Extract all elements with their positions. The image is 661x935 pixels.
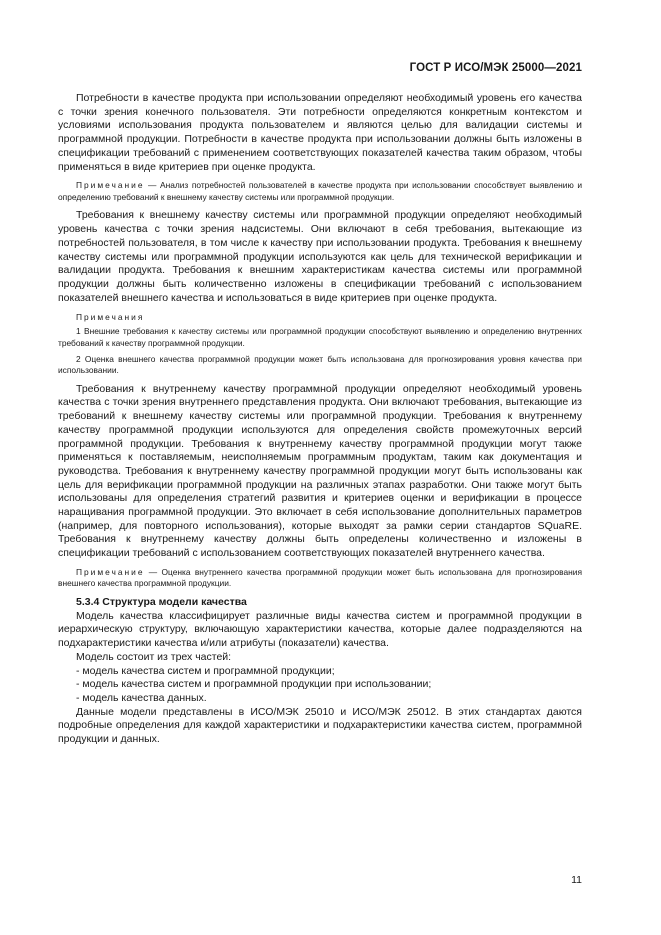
note-item-2: 2 Оценка внешнего качества программной продукции может быть использована для прогнозирования уровня качества при использовании.	[58, 353, 582, 376]
paragraph-product-quality-in-use: Потребности в качестве продукта при использовании определяют необходимый уровень его качества с точки зрения конечного пользователя. Эти потребности определяются конкретным контекстом и условиями использования продукта пользователем и являются целью для валидации системы и программной продукции. Потребности в качестве продукта при использовании должны быть изложены в спецификации требований с применением соответствующих показателей качества таким образом, чтобы применяться в виде критериев при оценке продукта.	[58, 92, 582, 173]
notes-label: Примечания	[76, 312, 145, 323]
section-title: 5.3.4 Структура модели качества	[76, 596, 247, 609]
paragraph-internal-quality: Требования к внутреннему качеству программной продукции определяют необходимый уровень качества с точки зрения внутреннего представления продукта. Они включают требования, вытекающие из требований к внешнему качеству системы или программной продукции. Требования к внутреннему качеству программной продукции используются для определения свойств промежуточных версий программной продукции. Требования к внутреннему качеству программной продукции могут также применяться к поставляемым, неисполняемым программным продуктам, таким как документация и руководства. Требования к внутреннему качеству программной продукции могут быть использованы как цель для верификации программной продукции на различных этапах разработки. Они также могут быть использованы для определения стратегий развития и критериев оценки и верификации в процессе наращивания программной продукции. Это включает в себя использование дополнительных параметров (например, для повторного использования), которые выходят за рамки серии стандартов SQuaRE. Требования к внутреннему качеству должны быть определены количественно и изложены в спецификации требований с использованием соответствующих показателей внутреннего качества.	[58, 382, 582, 560]
list-item: - модель качества систем и программной продукции при использовании;	[76, 678, 432, 691]
page-content	[58, 92, 582, 747]
note-text: — Анализ потребностей пользователей в качестве продукта при использовании способствует выявлению и определению требований к внешнему качеству системы или программной продукции.	[58, 180, 582, 202]
section-paragraph-2: Модель состоит из трех частей:	[76, 650, 232, 663]
list-item: - модель качества систем и программной продукции;	[76, 664, 335, 677]
page-number: 11	[571, 874, 582, 886]
section-paragraph-1: Модель качества классифицирует различные виды качества систем и программной продукции в иерархическую структуру, включающую характеристики качества, которые далее подразделяются на подхарактеристики качества и/или атрибуты (показатели) качества.	[58, 609, 582, 650]
note-text: — Оценка внутреннего качества программной продукции может быть использована для прогнозирования внешнего качества программной продукции.	[58, 566, 582, 589]
standard-header: ГОСТ Р ИСО/МЭК 25000—2021	[409, 62, 582, 74]
note-item-1: 1 Внешние требования к качеству системы или программной продукции способствуют выявлению и определению внутренних требований к качеству программной продукции.	[58, 326, 582, 348]
note-1	[58, 180, 582, 203]
note-3	[58, 567, 582, 590]
paragraph-external-quality: Требования к внешнему качеству системы или программной продукции определяют необходимый уровень качества с точки зрения надсистемы. Они включают в себя требования, вытекающие из потребностей пользователя, в том числе к качеству при использовании продукта. Требования к внешнему качеству системы или программной продукции используются как цель для технической верификации и валидации продукта. Требования к внешним характеристикам качества системы или программной продукции должны быть количественно изложены в спецификации требований с использованием показателей внешнего качества и использоваться в виде критериев при оценке продукта.	[58, 209, 582, 304]
note-label: Примечание	[76, 566, 145, 577]
section-paragraph-3: Данные модели представлены в ИСО/МЭК 25010 и ИСО/МЭК 25012. В этих стандартах даются подробные определения для каждой характеристики и подхарактеристики качества систем, программной продукции и данных.	[58, 705, 582, 746]
note-label: Примечание	[76, 180, 145, 191]
list-item: - модель качества данных.	[76, 691, 207, 704]
